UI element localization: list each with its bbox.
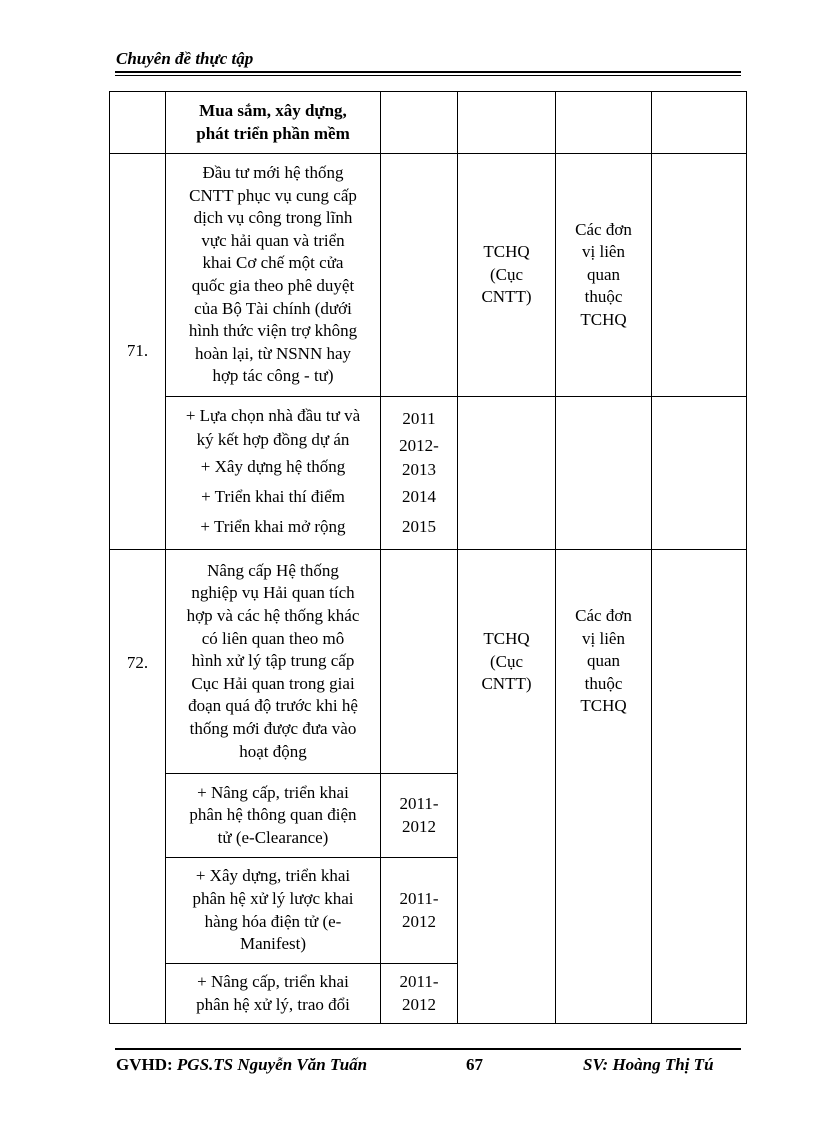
subtask-description	[166, 774, 381, 858]
coop-line: thuộc	[584, 673, 623, 693]
row-number: 71.	[110, 154, 166, 550]
desc-line: Cục Hải quan trong giai	[191, 673, 355, 693]
row-72-description	[166, 550, 381, 774]
desc-line: đoạn quá độ trước khi hệ	[188, 696, 358, 716]
row-71-note	[652, 154, 747, 397]
table-row-71-tasks	[110, 397, 747, 550]
row-72-time	[381, 550, 458, 774]
task-line: Manifest)	[239, 934, 307, 954]
lead-line: TCHQ	[483, 629, 530, 648]
year-line: 2012	[402, 994, 436, 1014]
no-cell	[110, 92, 166, 154]
row-71-lead	[458, 154, 556, 397]
task-line: phân hệ thông quan điện	[189, 805, 357, 825]
section-title-line: phát triển phần mềm	[196, 123, 350, 143]
coop-line: quan	[586, 651, 621, 671]
footer-supervisor	[116, 1055, 367, 1075]
desc-line: hình thức viện trợ không	[188, 321, 358, 341]
supervisor-name: Nguyễn Văn Tuấn	[237, 1055, 368, 1074]
desc-line: nghiệp vụ Hải quan tích	[191, 583, 355, 603]
subtask-description	[166, 964, 381, 1024]
footer-rule	[115, 1048, 741, 1050]
subtask-years	[381, 858, 458, 964]
task-line: + Triển khai thí điểm	[201, 487, 345, 506]
header-rule	[115, 71, 741, 73]
footer-student: SV: Hoàng Thị Tú	[583, 1055, 714, 1074]
time-cell	[381, 92, 458, 154]
year-line: 2012-	[399, 436, 439, 455]
supervisor-label: GVHD:	[116, 1055, 177, 1074]
coop-line: vị liên	[582, 242, 625, 262]
row-72-coop	[556, 550, 652, 1024]
desc-line: hoàn lại, từ NSNN hay	[194, 343, 352, 363]
task-line: + Lựa chọn nhà đầu tư và	[185, 406, 361, 425]
coop-line: TCHQ	[580, 696, 627, 716]
desc-line: Đầu tư mới hệ thống	[202, 163, 344, 183]
lead-line: (Cục	[489, 651, 524, 671]
desc-line: hợp và các hệ thống khác	[186, 606, 360, 626]
year-line: 2011-	[399, 971, 439, 991]
row-number: 72.	[110, 550, 166, 1024]
desc-line: hình xử lý tập trung cấp	[191, 651, 355, 671]
coop-line: thuộc	[584, 287, 623, 307]
row-71-tasks	[166, 397, 381, 550]
note-cell	[652, 92, 747, 154]
section-title-line: Mua sắm, xây dựng,	[199, 100, 347, 120]
coop-line: TCHQ	[580, 309, 627, 329]
lead-line: CNTT)	[481, 674, 532, 694]
year-line: 2014	[402, 487, 436, 506]
lead-line: TCHQ	[483, 242, 530, 262]
header-rule-thin	[115, 75, 741, 76]
desc-line: Nâng cấp Hệ thống	[207, 560, 339, 580]
supervisor-title: PGS.TS	[176, 1055, 238, 1074]
task-line: + Xây dựng hệ thống	[200, 457, 346, 476]
desc-line: CNTT phục vụ cung cấp	[189, 185, 357, 205]
desc-line: thống mới được đưa vào	[189, 718, 357, 738]
task-line: + Xây dựng, triển khai	[195, 866, 351, 886]
plan-table	[109, 91, 747, 1024]
page-number: 67	[466, 1055, 483, 1074]
subtask-years	[381, 964, 458, 1024]
row-71-tasks-lead	[458, 397, 556, 550]
coop-line: vị liên	[582, 628, 625, 648]
subtask-years	[381, 774, 458, 858]
page-header-title: Chuyên đề thực tập	[116, 49, 254, 68]
table-row-72-main	[110, 550, 747, 774]
row-71-description	[166, 154, 381, 397]
section-title-cell	[166, 92, 381, 154]
year-line: 2013	[402, 460, 436, 479]
desc-line: dịch vụ công trong lĩnh	[193, 208, 353, 228]
lead-line: (Cục	[489, 264, 524, 284]
desc-line: khai Cơ chế một cửa	[202, 253, 344, 273]
coop-line: quan	[586, 264, 621, 284]
task-line: + Nâng cấp, triển khai	[197, 971, 349, 991]
desc-line: quốc gia theo phê duyệt	[191, 276, 355, 295]
desc-line: hợp tác công - tư)	[212, 366, 334, 386]
year-line: 2011	[402, 409, 436, 428]
subtask-description	[166, 858, 381, 964]
table-row-71-main	[110, 154, 747, 397]
desc-line: vực hải quan và triển	[201, 230, 345, 250]
year-line: 2015	[402, 517, 436, 536]
task-line: hàng hóa điện tử (e-	[204, 911, 342, 931]
row-71-tasks-note	[652, 397, 747, 550]
year-line: 2011-	[399, 793, 439, 813]
year-line: 2012	[402, 911, 436, 931]
lead-line: CNTT)	[481, 287, 532, 307]
coop-cell	[556, 92, 652, 154]
coop-line: Các đơn	[575, 219, 632, 239]
row-72-lead	[458, 550, 556, 1024]
row-71-coop	[556, 154, 652, 397]
task-line: + Nâng cấp, triển khai	[197, 782, 349, 802]
coop-line: Các đơn	[575, 606, 632, 625]
desc-line: có liên quan theo mô	[201, 628, 345, 648]
row-71-years	[381, 397, 458, 550]
row-71-tasks-coop	[556, 397, 652, 550]
row-72-note	[652, 550, 747, 1024]
task-line: phân hệ xử lý lược khai	[192, 888, 354, 908]
section-header-row	[110, 92, 747, 154]
year-line: 2011-	[399, 888, 439, 908]
year-line: 2012	[402, 816, 436, 836]
task-line: ký kết hợp đồng dự án	[196, 430, 350, 449]
task-line: + Triển khai mở rộng	[200, 517, 346, 536]
task-line: tử (e-Clearance)	[217, 827, 329, 847]
row-71-time	[381, 154, 458, 397]
lead-cell	[458, 92, 556, 154]
desc-line: của Bộ Tài chính (dưới	[194, 298, 352, 318]
task-line: phân hệ xử lý, trao đổi	[196, 994, 350, 1014]
desc-line: hoạt động	[239, 741, 307, 761]
